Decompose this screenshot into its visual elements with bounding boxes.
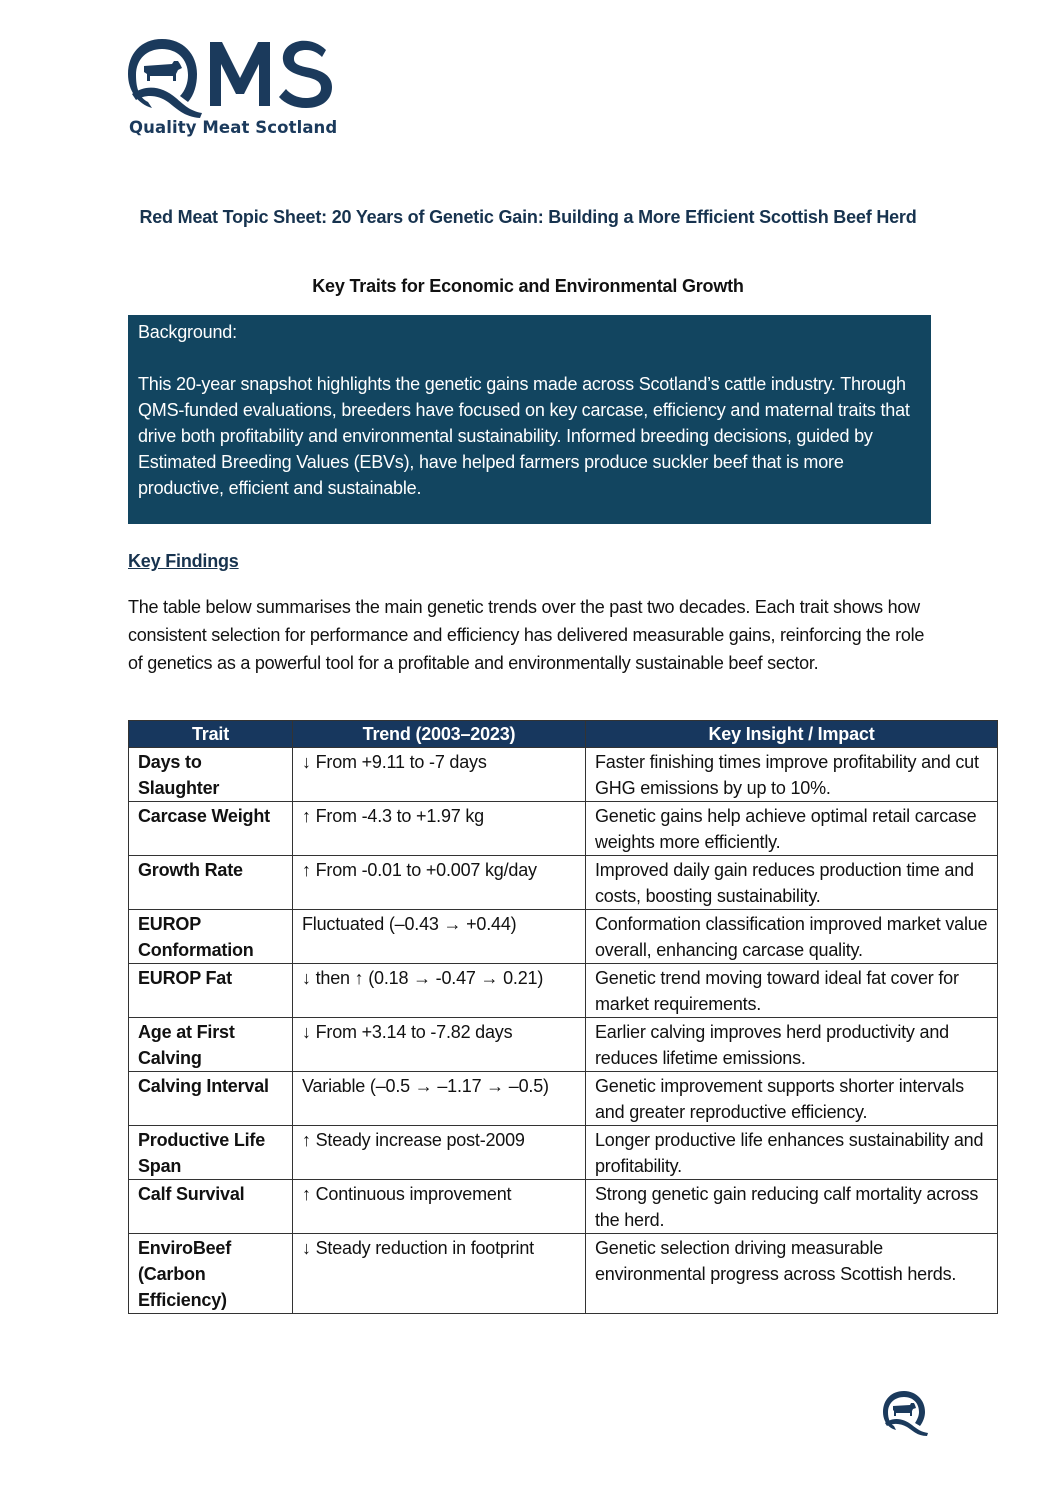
table-row xyxy=(129,1126,998,1180)
key-findings-intro: The table below summarises the main genetic trends over the past two decades. Each trait shows how consistent selection for performance and efficiency has delivered measurable gains, reinforcing the role of genetics as a powerful tool for a profitable and environmentally sustainable beef sector. xyxy=(128,597,925,673)
background-body: This 20-year snapshot highlights the genetic gains made across Scotland’s cattle industry. Through QMS-funded evaluations, breeders have focused on key carcase, efficiency and maternal traits that drive both profitability and environmental sustainability. Informed breeding decisions, guided by Estimated Breeding Values (EBVs), have helped farmers produce suckler beef that is more productive, efficient and sustainable. xyxy=(138,374,910,498)
background-heading: Background: xyxy=(138,322,237,342)
document-subtitle: Key Traits for Economic and Environmental Growth xyxy=(312,276,744,296)
column-header-trend: Trend (2003–2023) xyxy=(293,721,586,748)
trend-cell: Variable (–0.5 → –1.17 → –0.5) xyxy=(293,1072,586,1126)
trait-cell: EnviroBeef (Carbon Efficiency) xyxy=(129,1234,293,1314)
table-row xyxy=(129,802,998,856)
table-header-row xyxy=(129,721,998,748)
trait-cell: EUROP Fat xyxy=(129,964,293,1018)
document-title: Red Meat Topic Sheet: 20 Years of Genetic Gain: Building a More Efficient Scottish Beef Herd xyxy=(139,207,917,227)
trait-cell: Age at First Calving xyxy=(129,1018,293,1072)
trait-cell: Productive Life Span xyxy=(129,1126,293,1180)
trait-cell: EUROP Conformation xyxy=(129,910,293,964)
trend-cell: ↑ From -4.3 to +1.97 kg xyxy=(293,802,586,856)
trend-cell: ↑ Steady increase post-2009 xyxy=(293,1126,586,1180)
logo-tagline: Quality Meat Scotland xyxy=(129,118,338,137)
trend-cell: ↑ From -0.01 to +0.007 kg/day xyxy=(293,856,586,910)
table-row xyxy=(129,856,998,910)
trend-cell: ↓ From +9.11 to -7 days xyxy=(293,748,586,802)
insight-cell: Genetic selection driving measurable environmental progress across Scottish herds. xyxy=(586,1234,998,1314)
insight-cell: Strong genetic gain reducing calf mortality across the herd. xyxy=(586,1180,998,1234)
trait-cell: Days to Slaughter xyxy=(129,748,293,802)
insight-cell: Genetic gains help achieve optimal retail carcase weights more efficiently. xyxy=(586,802,998,856)
insight-cell: Improved daily gain reduces production time and costs, boosting sustainability. xyxy=(586,856,998,910)
trait-cell: Calf Survival xyxy=(129,1180,293,1234)
table-row xyxy=(129,910,998,964)
column-header-trait: Trait xyxy=(129,721,293,748)
trait-cell: Growth Rate xyxy=(129,856,293,910)
trend-cell: Fluctuated (–0.43 → +0.44) xyxy=(293,910,586,964)
trend-cell: ↓ then ↑ (0.18 → -0.47 → 0.21) xyxy=(293,964,586,1018)
table-row xyxy=(129,748,998,802)
key-findings-heading: Key Findings xyxy=(128,551,239,571)
column-header-insight: Key Insight / Impact xyxy=(586,721,998,748)
trend-cell: ↓ Steady reduction in footprint xyxy=(293,1234,586,1314)
trend-cell: ↓ From +3.14 to -7.82 days xyxy=(293,1018,586,1072)
trait-cell: Calving Interval xyxy=(129,1072,293,1126)
table-row xyxy=(129,964,998,1018)
insight-cell: Earlier calving improves herd productivity and reduces lifetime emissions. xyxy=(586,1018,998,1072)
insight-cell: Genetic trend moving toward ideal fat cover for market requirements. xyxy=(586,964,998,1018)
qms-logo-mark-icon xyxy=(126,36,356,118)
insight-cell: Genetic improvement supports shorter intervals and greater reproductive efficiency. xyxy=(586,1072,998,1126)
insight-cell: Faster finishing times improve profitability and cut GHG emissions by up to 10%. xyxy=(586,748,998,802)
table-row xyxy=(129,1180,998,1234)
table-row xyxy=(129,1234,998,1314)
table-row xyxy=(129,1072,998,1126)
insight-cell: Conformation classification improved market value overall, enhancing carcase quality. xyxy=(586,910,998,964)
trait-cell: Carcase Weight xyxy=(129,802,293,856)
qms-logo xyxy=(126,36,356,142)
trend-cell: ↑ Continuous improvement xyxy=(293,1180,586,1234)
footer-q-cattle-icon xyxy=(881,1389,931,1437)
table-row xyxy=(129,1018,998,1072)
traits-table xyxy=(128,720,998,1314)
insight-cell: Longer productive life enhances sustainability and profitability. xyxy=(586,1126,998,1180)
background-box xyxy=(128,315,931,524)
